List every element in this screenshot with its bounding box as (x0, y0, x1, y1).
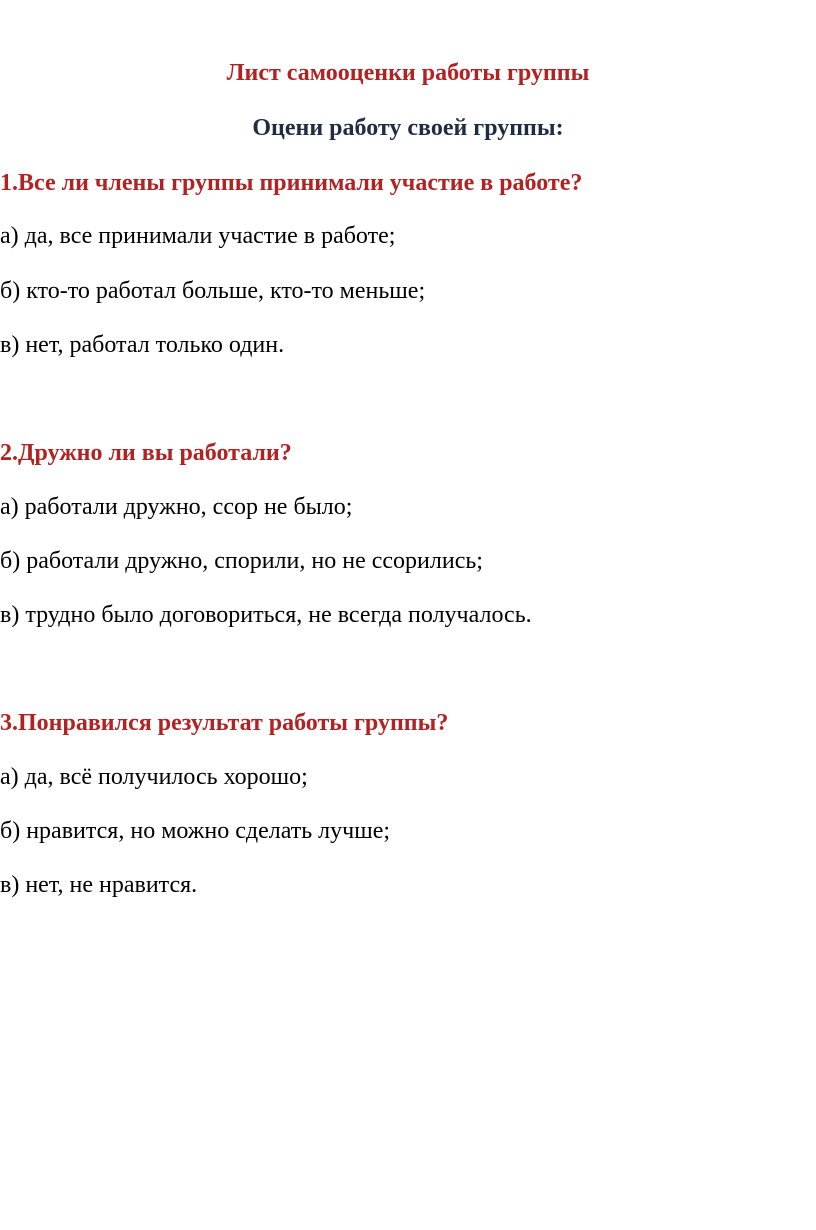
answer-1c: в) нет, работал только один. (0, 332, 285, 358)
question-3: 3.Понравился результат работы группы? (0, 710, 449, 736)
answer-1b: б) кто-то работал больше, кто-то меньше; (0, 278, 426, 304)
answer-3b: б) нравится, но можно сделать лучше; (0, 818, 391, 844)
answer-2b: б) работали дружно, спорили, но не ссорились; (0, 548, 483, 574)
question-1: 1.Все ли члены группы принимали участие в работе? (0, 170, 583, 196)
question-2: 2.Дружно ли вы работали? (0, 440, 292, 466)
answer-3a: а) да, всё получилось хорошо; (0, 764, 308, 790)
document-subtitle: Оцени работу своей группы: (252, 115, 564, 141)
answer-2a: а) работали дружно, ссор не было; (0, 494, 353, 520)
answer-1a: а) да, все принимали участие в работе; (0, 223, 396, 249)
answer-2c: в) трудно было договориться, не всегда получалось. (0, 602, 532, 628)
document-title: Лист самооценки работы группы (226, 60, 590, 86)
answer-3c: в) нет, не нравится. (0, 872, 198, 898)
